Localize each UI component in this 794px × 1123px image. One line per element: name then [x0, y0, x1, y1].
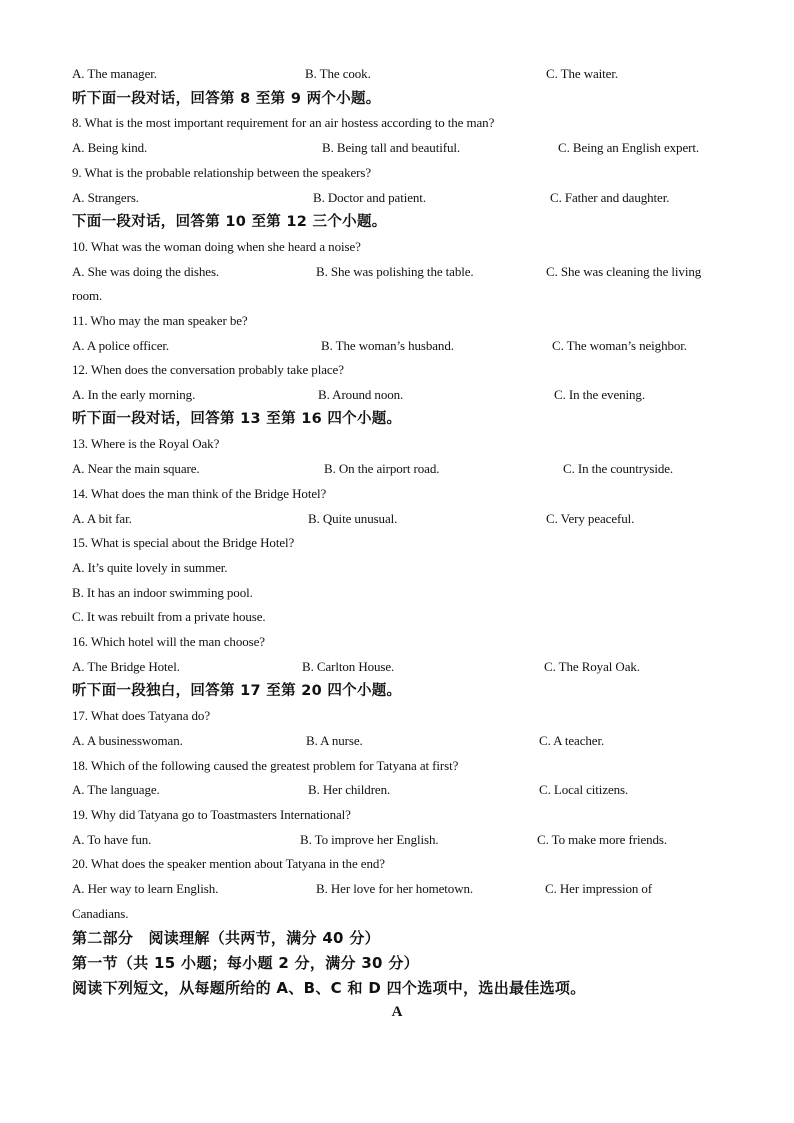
- q16-option-a: A. The Bridge Hotel.: [72, 659, 180, 674]
- section-heading-8-9: 听下面一段对话，回答第 8 至第 9 两个小题。: [72, 91, 381, 107]
- q13-option-b: B. On the airport road.: [324, 461, 440, 476]
- q19-option-a: A. To have fun.: [72, 832, 152, 847]
- q9-option-b: B. Doctor and patient.: [313, 190, 426, 205]
- q14-option-a: A. A bit far.: [72, 511, 132, 526]
- q20-option-c-continued: Canadians.: [72, 906, 129, 921]
- q20-stem: 20. What does the speaker mention about Tatyana in the end?: [72, 856, 385, 871]
- q17-stem: 17. What does Tatyana do?: [72, 708, 210, 723]
- q18-stem: 18. Which of the following caused the greatest problem for Tatyana at first?: [72, 758, 459, 773]
- q17-option-b: B. A nurse.: [306, 733, 363, 748]
- q8-option-a: A. Being kind.: [72, 140, 148, 155]
- q11-stem: 11. Who may the man speaker be?: [72, 313, 248, 328]
- q12-stem: 12. When does the conversation probably take place?: [72, 362, 344, 377]
- q8-option-b: B. Being tall and beautiful.: [322, 140, 461, 155]
- part2-heading: 第二部分 阅读理解（共两节，满分 40 分）: [72, 929, 380, 947]
- reading-instruction: 阅读下列短文，从每题所给的 A、B、C 和 D 四个选项中，选出最佳选项。: [72, 979, 586, 997]
- q20-option-c: C. Her impression of: [545, 881, 653, 896]
- q13-stem: 13. Where is the Royal Oak?: [72, 436, 220, 451]
- q13-option-c: C. In the countryside.: [563, 461, 674, 476]
- q14-option-c: C. Very peaceful.: [546, 511, 635, 526]
- q12-option-a: A. In the early morning.: [72, 387, 196, 402]
- q7-option-a: A. The manager.: [72, 66, 157, 81]
- q15-option-b: B. It has an indoor swimming pool.: [72, 585, 253, 600]
- q15-stem: 15. What is special about the Bridge Hotel?: [72, 535, 295, 550]
- section1-heading: 第一节（共 15 小题；每小题 2 分，满分 30 分）: [72, 954, 419, 972]
- q17-option-c: C. A teacher.: [539, 733, 605, 748]
- q11-option-b: B. The woman’s husband.: [321, 338, 454, 353]
- q12-option-b: B. Around noon.: [318, 387, 404, 402]
- q13-option-a: A. Near the main square.: [72, 461, 200, 476]
- section-heading-10-12: 下面一段对话，回答第 10 至第 12 三个小题。: [72, 214, 387, 230]
- q19-option-c: C. To make more friends.: [537, 832, 668, 847]
- q16-stem: 16. Which hotel will the man choose?: [72, 634, 265, 649]
- q14-option-b: B. Quite unusual.: [308, 511, 398, 526]
- q15-option-a: A. It’s quite lovely in summer.: [72, 560, 228, 575]
- q7-option-c: C. The waiter.: [546, 66, 619, 81]
- q10-option-b: B. She was polishing the table.: [316, 264, 474, 279]
- q16-option-b: B. Carlton House.: [302, 659, 395, 674]
- q10-option-c-continued: room.: [72, 288, 103, 303]
- q20-option-b: B. Her love for her hometown.: [316, 881, 474, 896]
- q10-option-a: A. She was doing the dishes.: [72, 264, 220, 279]
- section-heading-17-20: 听下面一段独白，回答第 17 至第 20 四个小题。: [72, 683, 402, 699]
- q10-option-c: C. She was cleaning the living: [546, 264, 702, 279]
- q20-option-a: A. Her way to learn English.: [72, 881, 219, 896]
- q19-stem: 19. Why did Tatyana go to Toastmasters International?: [72, 807, 351, 822]
- q11-option-c: C. The woman’s neighbor.: [552, 338, 687, 353]
- section-heading-13-16: 听下面一段对话，回答第 13 至第 16 四个小题。: [72, 411, 402, 427]
- q8-option-c: C. Being an English expert.: [558, 140, 699, 155]
- q14-stem: 14. What does the man think of the Bridge Hotel?: [72, 486, 327, 501]
- q9-option-c: C. Father and daughter.: [550, 190, 670, 205]
- q9-option-a: A. Strangers.: [72, 190, 139, 205]
- q10-stem: 10. What was the woman doing when she heard a noise?: [72, 239, 361, 254]
- q18-option-a: A. The language.: [72, 782, 160, 797]
- q18-option-c: C. Local citizens.: [539, 782, 629, 797]
- q7-option-b: B. The cook.: [305, 66, 371, 81]
- q11-option-a: A. A police officer.: [72, 338, 170, 353]
- q9-stem: 9. What is the probable relationship between the speakers?: [72, 165, 371, 180]
- q19-option-b: B. To improve her English.: [300, 832, 439, 847]
- q16-option-c: C. The Royal Oak.: [544, 659, 640, 674]
- q8-stem: 8. What is the most important requirement for an air hostess according to the man?: [72, 115, 495, 130]
- q12-option-c: C. In the evening.: [554, 387, 645, 402]
- passage-letter: A: [391, 1004, 403, 1020]
- q18-option-b: B. Her children.: [308, 782, 391, 797]
- q15-option-c: C. It was rebuilt from a private house.: [72, 609, 266, 624]
- q17-option-a: A. A businesswoman.: [72, 733, 183, 748]
